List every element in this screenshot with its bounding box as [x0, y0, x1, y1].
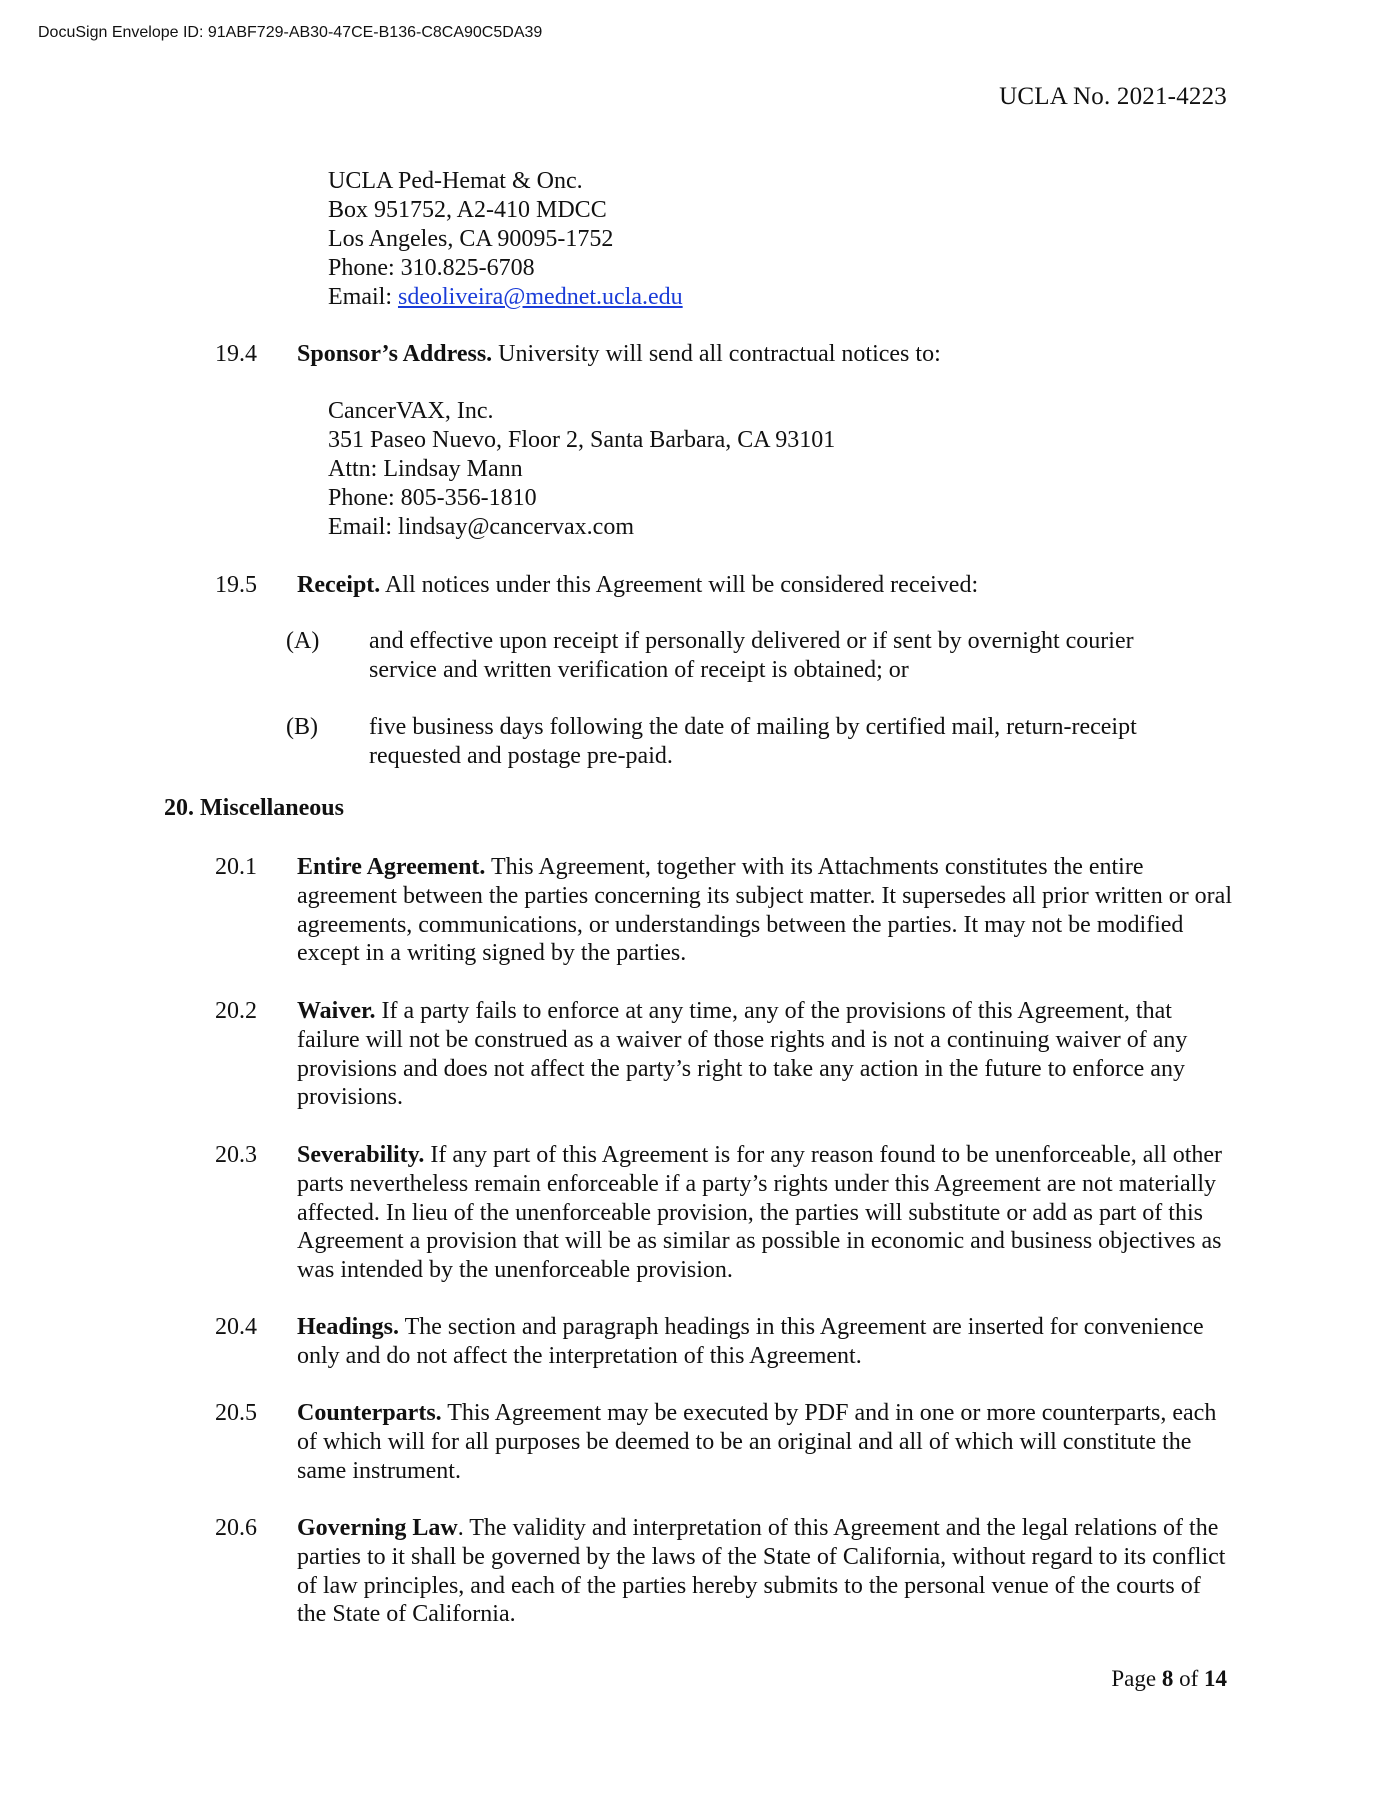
envelope-id: DocuSign Envelope ID: 91ABF729-AB30-47CE-B136-C8CA90C5DA39	[38, 24, 543, 41]
page-label: Page	[1111, 1666, 1162, 1691]
section-text: If a party fails to enforce at any time, any of the provisions of this Agreement, that failure will not be construed as a waiver of those rights and is not a continuing waiver of any provisions and does not affect the party’s right to take any action in the future to enforce any provisions.	[297, 998, 1188, 1111]
item-text-a: and effective upon receipt if personally delivered or if sent by overnight courier service and written verification of receipt is obtained; or	[369, 628, 1134, 683]
section-text: This Agreement may be executed by PDF and in one or more counterparts, each of which will for all purposes be deemed to be an original and all of which will constitute the same instrument.	[297, 1400, 1217, 1484]
section-title: Severability.	[297, 1142, 425, 1168]
section-title: Governing Law	[297, 1515, 458, 1541]
section-title: Entire Agreement.	[297, 854, 486, 880]
section-number-20-6: 20.6	[215, 1515, 257, 1541]
page-number: 8	[1161, 1666, 1174, 1691]
section-title: Counterparts.	[297, 1400, 442, 1426]
section-20-1	[297, 853, 1235, 968]
section-20-2	[297, 997, 1235, 1112]
address-line: Phone: 310.825-6708	[328, 255, 535, 281]
section-number-20-2: 20.2	[215, 998, 257, 1024]
section-title: Headings.	[297, 1314, 400, 1340]
address-line: Los Angeles, CA 90095-1752	[328, 226, 614, 252]
email-link[interactable]: sdeoliveira@mednet.ucla.edu	[397, 284, 683, 310]
section-title: Sponsor’s Address.	[297, 341, 493, 367]
section-20-3	[297, 1141, 1235, 1285]
address-line: Box 951752, A2-410 MDCC	[328, 197, 607, 223]
section-20-5	[297, 1399, 1235, 1485]
section-title: Receipt.	[297, 572, 381, 598]
address-email-line	[328, 283, 683, 312]
section-heading-20: 20. Miscellaneous	[164, 795, 344, 821]
address-line: 351 Paseo Nuevo, Floor 2, Santa Barbara, CA 93101	[328, 427, 836, 453]
page-footer	[1111, 1666, 1227, 1692]
section-19-5	[297, 571, 1235, 600]
page-of-label: of	[1173, 1666, 1204, 1691]
section-text: If any part of this Agreement is for any reason found to be unenforceable, all other parts nevertheless remain enforceable if a party’s rights under this Agreement are not materially affected. In lieu of the unenforceable provision, the parties will substitute or add as part of this Agreement a provision that will be as similar as possible in economic and business objectives as was intended by the unenforceable provision.	[297, 1142, 1223, 1284]
ucla-number: UCLA No. 2021-4223	[999, 83, 1227, 110]
section-20-4	[297, 1313, 1235, 1371]
section-number-20-4: 20.4	[215, 1314, 257, 1340]
section-text: University will send all contractual notices to:	[492, 341, 941, 367]
sponsor-address	[328, 397, 835, 542]
section-number-20-3: 20.3	[215, 1142, 257, 1168]
section-text: This Agreement, together with its Attachments constitutes the entire agreement between the parties concerning its subject matter. It supersedes all prior written or oral agreements, communications, or understandings between the parties. It may not be modified except in a writing signed by the parties.	[297, 854, 1232, 967]
address-line: Attn: Lindsay Mann	[328, 456, 523, 482]
section-title: Waiver.	[297, 998, 376, 1024]
section-number-20-1: 20.1	[215, 854, 257, 880]
address-line: UCLA Ped-Hemat & Onc.	[328, 168, 583, 194]
section-20-6	[297, 1514, 1235, 1629]
section-number-19-4: 19.4	[215, 341, 257, 367]
section-number-20-5: 20.5	[215, 1400, 257, 1426]
section-19-4	[297, 340, 1235, 369]
section-text: All notices under this Agreement will be considered received:	[380, 572, 979, 598]
section-text: The section and paragraph headings in this Agreement are inserted for convenience only and do not affect the interpretation of this Agreement.	[297, 1314, 1204, 1369]
address-line: Email: lindsay@cancervax.com	[328, 514, 634, 540]
email-label: Email:	[328, 284, 398, 310]
section-text: . The validity and interpretation of this Agreement and the legal relations of the parties to it shall be governed by the laws of the State of California, without regard to its conflict of law principles, and each of the parties hereby submits to the personal venue of the courts of the State of California.	[297, 1515, 1226, 1628]
section-number-19-5: 19.5	[215, 572, 257, 598]
ucla-address	[328, 167, 683, 312]
item-label-a: (A)	[286, 628, 320, 654]
address-line: Phone: 805-356-1810	[328, 485, 537, 511]
item-label-b: (B)	[286, 714, 318, 740]
page-total: 14	[1204, 1666, 1227, 1691]
address-line: CancerVAX, Inc.	[328, 398, 494, 424]
item-text-b: five business days following the date of mailing by certified mail, return-receipt requested and postage pre-paid.	[369, 714, 1137, 769]
